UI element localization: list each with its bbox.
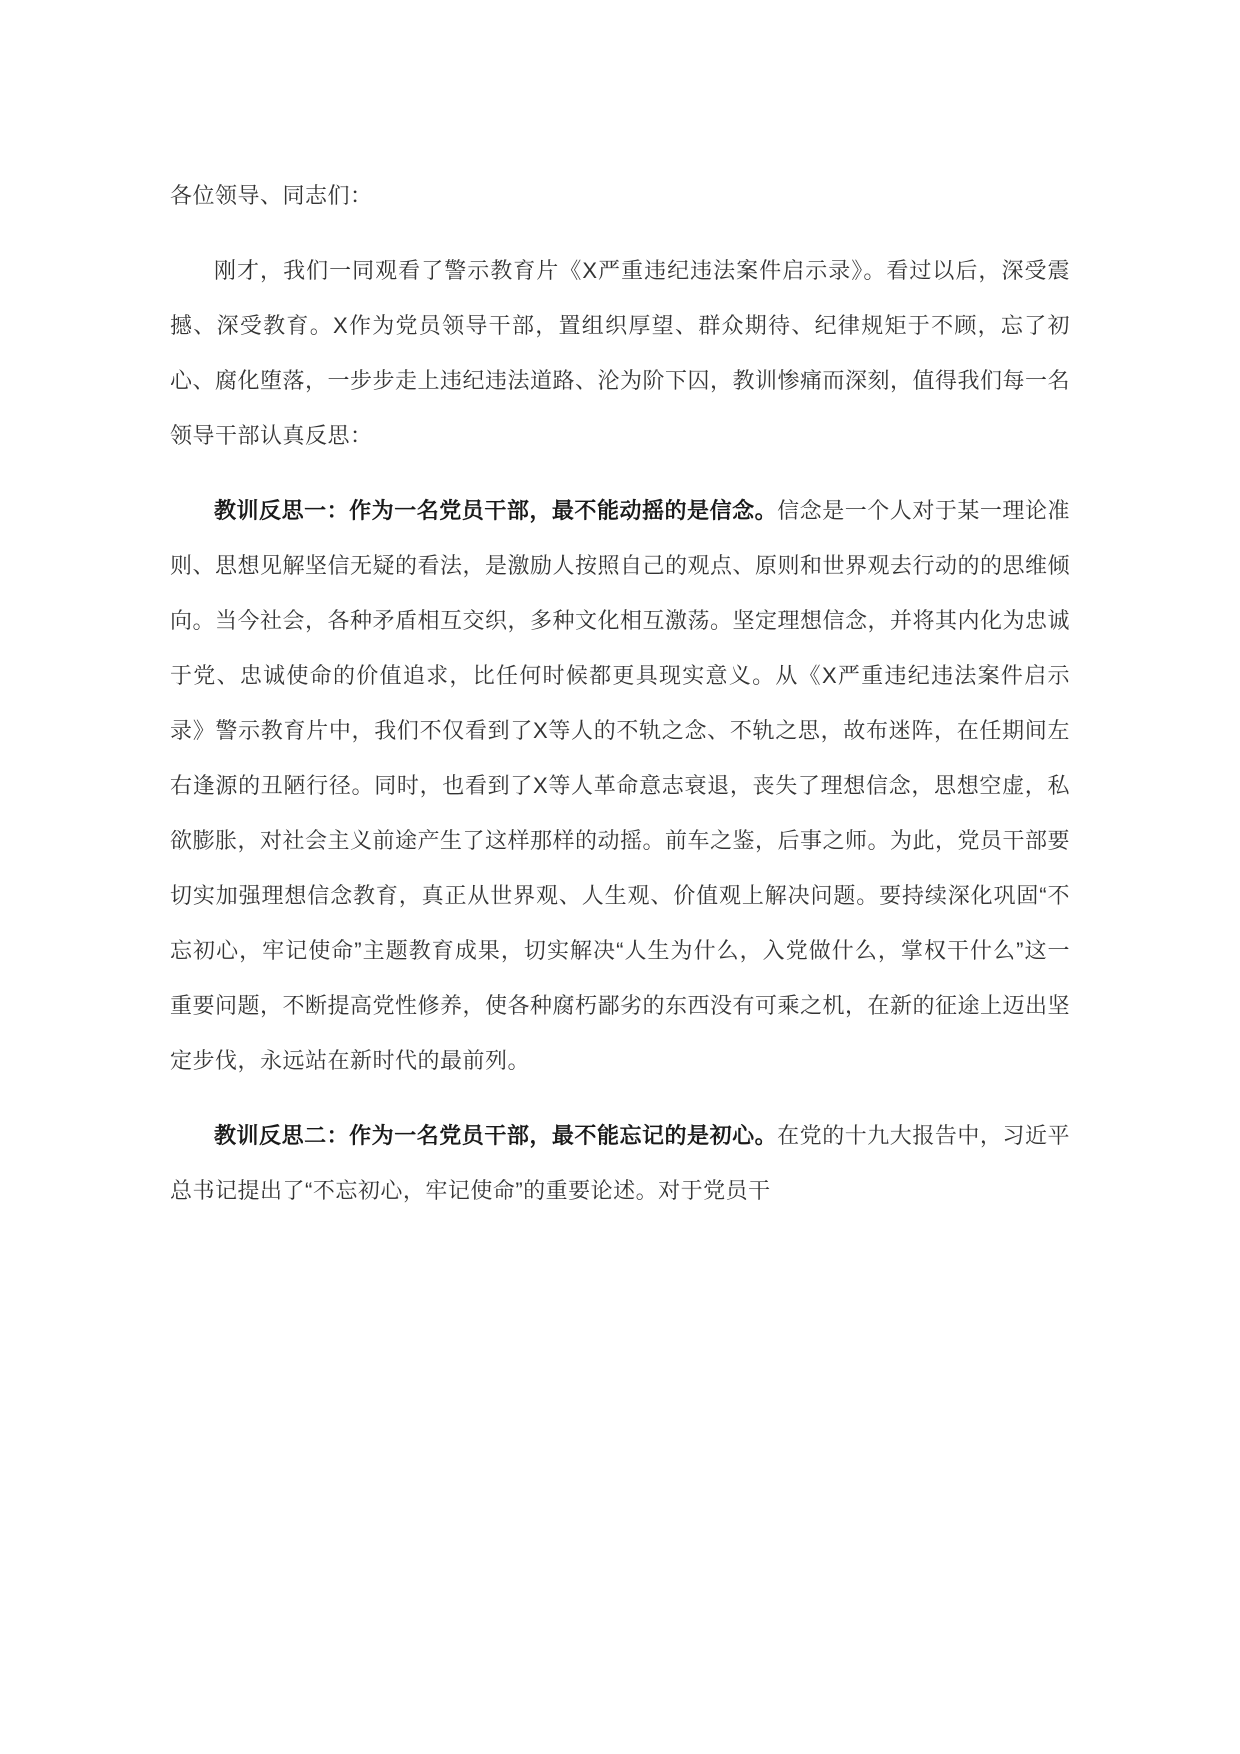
paragraph-lesson-two [170, 1108, 1070, 1218]
document-body [170, 168, 1070, 1218]
lesson-two-heading: 教训反思二：作为一名党员干部，最不能忘记的是初心。 [214, 1123, 778, 1148]
paragraph-greeting [170, 168, 1070, 223]
paragraph-lesson-one [170, 483, 1070, 1088]
intro-text: 刚才，我们一同观看了警示教育片《X严重违纪违法案件启示录》。看过以后，深受震撼、深受教育。X作为党员领导干部，置组织厚望、群众期待、纪律规矩于不顾，忘了初心、腐化堕落，一步步走上违纪违法道路、沦为阶下囚，教训惨痛而深刻，值得我们每一名领导干部认真反思： [170, 258, 1071, 448]
lesson-one-heading: 教训反思一：作为一名党员干部，最不能动摇的是信念。 [214, 498, 778, 523]
lesson-one-text: 信念是一个人对于某一理论准则、思想见解坚信无疑的看法，是激励人按照自己的观点、原则和世界观去行动的的思维倾向。当今社会，各种矛盾相互交织，多种文化相互激荡。坚定理想信念，并将其内化为忠诚于党、忠诚使命的价值追求，比任何时候都更具现实意义。从《X严重违纪违法案件启示录》警示教育片中，我们不仅看到了X等人的不轨之念、不轨之思，故布迷阵，在任期间左右逢源的丑陋行径。同时，也看到了X等人革命意志衰退，丧失了理想信念，思想空虚，私欲膨胀，对社会主义前途产生了这样那样的动摇。前车之鉴，后事之师。为此，党员干部要切实加强理想信念教育，真正从世界观、人生观、价值观上解决问题。要持续深化巩固“不忘初心，牢记使命”主题教育成果，切实解决“人生为什么，入党做什么，掌权干什么”这一重要问题，不断提高党性修养，使各种腐朽鄙劣的东西没有可乘之机，在新的征途上迈出坚定步伐，永远站在新时代的最前列。 [170, 498, 1071, 1073]
greeting-text: 各位领导、同志们： [170, 183, 373, 208]
paragraph-intro [170, 243, 1070, 463]
lesson-two-text: 在党的十九大报告中，习近平总书记提出了“不忘初心，牢记使命”的重要论述。对于党员干 [170, 1123, 1070, 1203]
